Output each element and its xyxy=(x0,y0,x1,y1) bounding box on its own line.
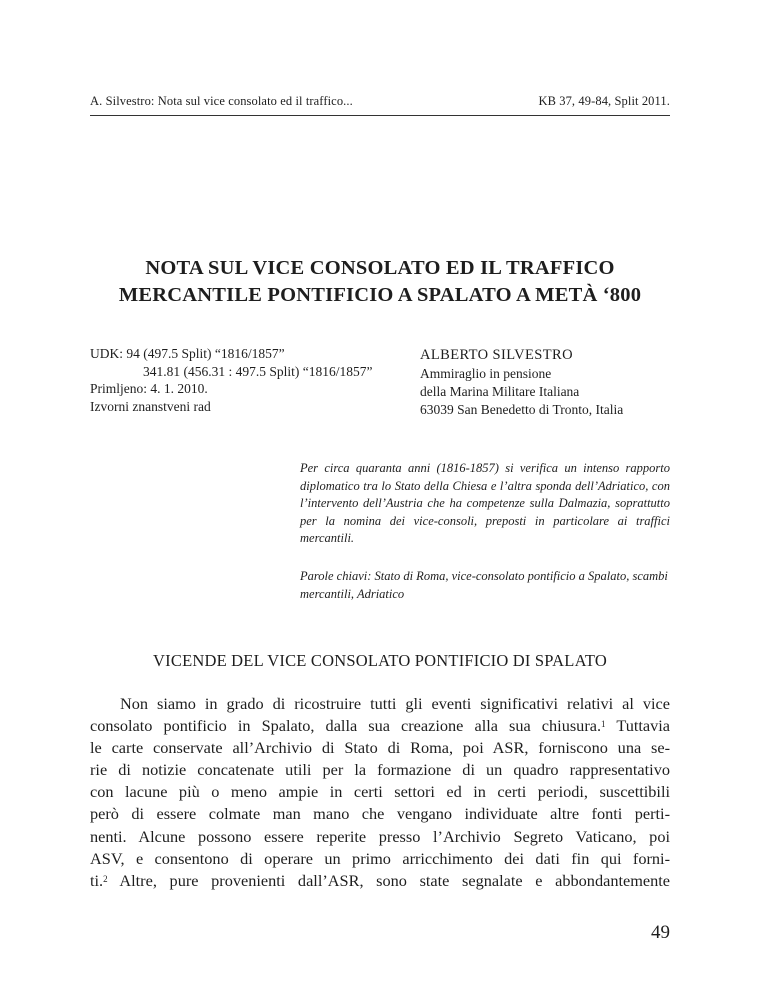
paper-type: Izvorni znanstveni rad xyxy=(90,398,211,414)
body-line-text: Altre, pure provenienti dall’ASR, sono state segnalate e abbondantemente xyxy=(107,870,670,890)
author-affiliation-line-2: della Marina Militare Italiana xyxy=(420,384,580,399)
running-head-journal-citation: KB 37, 49-84, Split 2011. xyxy=(538,94,670,108)
udk-code: UDK: 94 (497.5 Split) “1816/1857” xyxy=(90,346,285,361)
classification-block xyxy=(90,345,373,415)
body-line: però di essere colmate man mano che vengano individuate altre fonti perti- xyxy=(90,804,670,824)
body-line-text: Tuttavia xyxy=(605,716,670,736)
article-title-line-1: NOTA SUL VICE CONSOLATO ED IL TRAFFICO xyxy=(145,257,615,279)
header-rule xyxy=(90,115,670,116)
body-line: Non siamo in grado di ricostruire tutti gli eventi significativi relativi al vice xyxy=(120,694,670,713)
article-title-line-2: MERCANTILE PONTIFICIO A SPALATO A METÀ ‘800 xyxy=(118,284,642,306)
udk-code-continued: 341.81 (456.31 : 497.5 Split) “1816/1857” xyxy=(143,363,373,379)
body-line: rie di notizie concatenate utili per la formazione di un quadro rappresentativo xyxy=(90,760,670,780)
section-heading: VICENDE DEL VICE CONSOLATO PONTIFICIO DI SPALATO xyxy=(153,651,607,670)
article-title xyxy=(70,255,690,309)
author-affiliation-line-1: Ammiraglio in pensione xyxy=(420,366,552,381)
received-date: Primljeno: 4. 1. 2010. xyxy=(90,381,208,396)
author-block xyxy=(420,346,623,419)
body-line xyxy=(90,715,670,737)
footnote-marker[interactable]: 2 xyxy=(103,873,108,884)
running-head-author-title: A. Silvestro: Nota sul vice consolato ed il traffico... xyxy=(90,94,353,108)
body-line: con lacune più o meno ampie in certi settori ed in certi periodi, suscettibili xyxy=(90,782,670,802)
footnote-marker[interactable]: 1 xyxy=(601,719,606,730)
author-address: 63039 San Benedetto di Tronto, Italia xyxy=(420,402,624,417)
page-number: 49 xyxy=(651,922,670,943)
body-line-text: consolato pontificio in Spalato, dalla sua creazione alla sua chiusura. xyxy=(90,716,602,736)
body-line: le carte conservate all’Archivio di Stato di Roma, poi ASR, forniscono una se- xyxy=(90,738,670,758)
abstract: Per circa quaranta anni (1816-1857) si verifica un intenso rapporto diplomatico tra lo Stato della Chiesa e l’altra sponda dell’Adriatico, con l’intervento dell’Austria che ha competenze sulla Dalmazia, soprattutto per la nomina dei vice-consoli, preposti in particolare ai traffici mercantili. xyxy=(300,461,670,545)
body-line-text: ti. xyxy=(90,870,104,890)
author-name: ALBERTO SILVESTRO xyxy=(420,347,573,363)
keywords: Parole chiavi: Stato di Roma, vice-consolato pontificio a Spalato, scambi mercantili, Adriatico xyxy=(300,569,668,601)
body-line: nenti. Alcune possono essere reperite presso l’Archivio Segreto Vaticano, poi xyxy=(90,826,670,846)
body-line xyxy=(90,870,670,892)
body-paragraph xyxy=(90,693,670,892)
body-line: ASV, e consentono di operare un primo arricchimento dei dati fin qui forni- xyxy=(90,848,670,868)
